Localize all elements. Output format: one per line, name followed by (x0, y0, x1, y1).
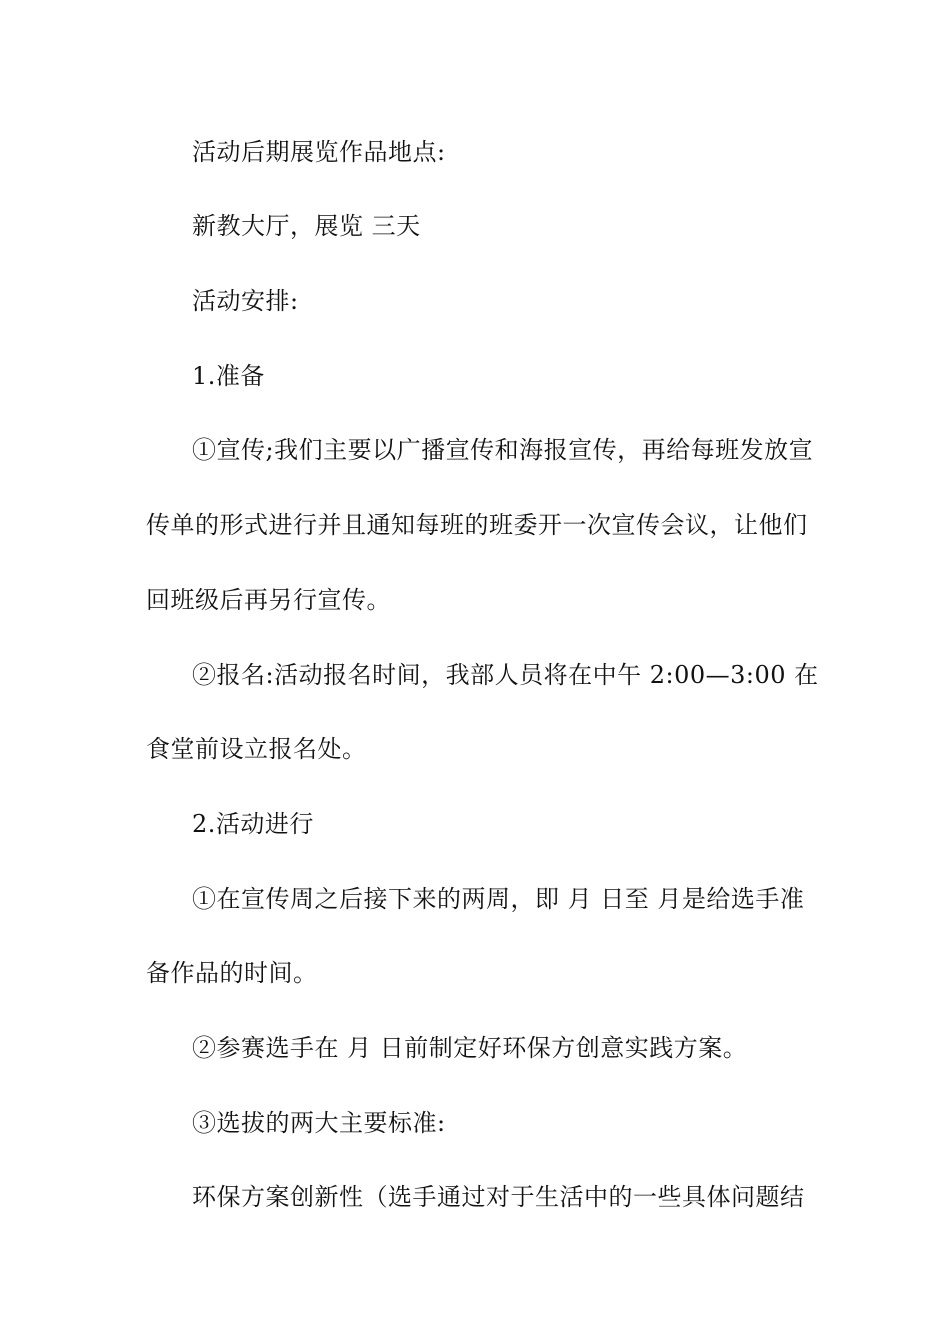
paragraph-preparation-period-line-2: 备作品的时间。 (146, 959, 318, 987)
paragraph-innovation-criterion: 环保方案创新性（选手通过对于生活中的一些具体问题结 (192, 1183, 805, 1211)
paragraph-publicity-line-2: 传单的形式进行并且通知每班的班委开一次宣传会议，让他们 (146, 511, 808, 539)
paragraph-plan-deadline: ②参赛选手在 月 日前制定好环保方创意实践方案。 (192, 1034, 748, 1062)
paragraph-exhibition-location-heading: 活动后期展览作品地点: (192, 138, 446, 166)
section-activity-heading: 2.活动进行 (192, 810, 314, 838)
paragraph-publicity-line-1: ①宣传;我们主要以广播宣传和海报宣传，再给每班发放宣 (192, 436, 814, 464)
paragraph-selection-criteria-heading: ③选拔的两大主要标准: (192, 1109, 446, 1137)
section-preparation-heading: 1.准备 (192, 362, 265, 390)
paragraph-registration-line-1: ②报名:活动报名时间，我部人员将在中午 2:00—3:00 在 (192, 661, 819, 689)
paragraph-registration-line-2: 食堂前设立报名处。 (146, 735, 367, 763)
paragraph-exhibition-location: 新教大厅，展览 三天 (192, 212, 421, 240)
paragraph-preparation-period-line-1: ①在宣传周之后接下来的两周，即 月 日至 月是给选手准 (192, 885, 805, 913)
paragraph-publicity-line-3: 回班级后再另行宣传。 (146, 586, 391, 614)
paragraph-schedule-heading: 活动安排: (192, 287, 299, 315)
